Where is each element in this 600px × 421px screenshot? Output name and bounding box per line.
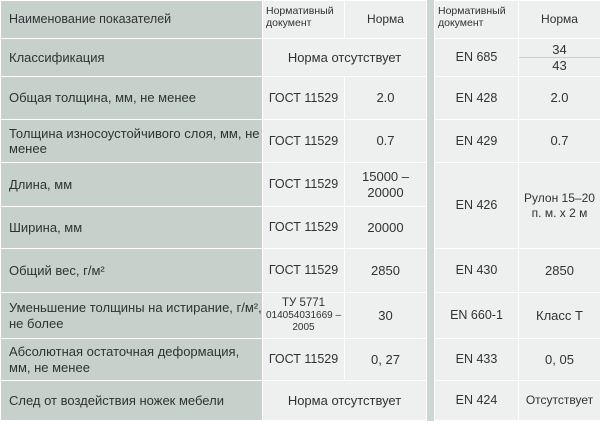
column-gap bbox=[427, 77, 435, 120]
gost-doc-main: ТУ 5771 bbox=[263, 297, 344, 311]
row-name: Длина, мм bbox=[1, 163, 263, 207]
table-row bbox=[1, 120, 600, 163]
en-doc: EN 426 bbox=[435, 163, 519, 249]
gost-value: 20000 bbox=[345, 207, 427, 249]
en-doc: EN 685 bbox=[435, 39, 519, 77]
header-gost-norm: Норма bbox=[345, 1, 427, 39]
gost-value: 0, 27 bbox=[345, 339, 427, 381]
gost-doc bbox=[263, 293, 345, 339]
en-value: 0.7 bbox=[519, 120, 600, 163]
row-name: Толщина износоустойчивого слоя, мм, не менее bbox=[1, 120, 263, 163]
en-value: 0, 05 bbox=[519, 339, 600, 381]
table-row bbox=[1, 77, 600, 120]
gost-doc: ГОСТ 11529 bbox=[263, 163, 345, 207]
gost-doc: ГОСТ 11529 bbox=[263, 120, 345, 163]
en-value-bottom: 43 bbox=[519, 58, 600, 74]
table-row bbox=[1, 163, 600, 207]
row-name: Классификация bbox=[1, 39, 263, 77]
table-row bbox=[1, 381, 600, 421]
gost-doc-sub: 014054031669 – 2005 bbox=[266, 310, 341, 333]
en-value: Класс Т bbox=[519, 293, 600, 339]
gost-doc: ГОСТ 11529 bbox=[263, 249, 345, 293]
en-doc: EN 429 bbox=[435, 120, 519, 163]
column-gap bbox=[427, 163, 435, 207]
gost-value: Норма отсутствует bbox=[263, 39, 427, 77]
gost-doc: ГОСТ 11529 bbox=[263, 339, 345, 381]
en-value: 2850 bbox=[519, 249, 600, 293]
en-value-top: 34 bbox=[519, 42, 600, 58]
gost-value: 30 bbox=[345, 293, 427, 339]
header-gost-doc: Нормативный документ bbox=[263, 1, 345, 39]
table-row bbox=[1, 339, 600, 381]
column-gap bbox=[427, 1, 435, 39]
en-value: Отсутствует bbox=[519, 381, 600, 421]
en-value: 2.0 bbox=[519, 77, 600, 120]
en-value: Рулон 15–20 п. м. х 2 м bbox=[519, 163, 600, 249]
gost-doc: ГОСТ 11529 bbox=[263, 207, 345, 249]
column-gap bbox=[427, 39, 435, 77]
en-doc: EN 430 bbox=[435, 249, 519, 293]
gost-value: 2.0 bbox=[345, 77, 427, 120]
column-gap bbox=[427, 339, 435, 381]
column-gap bbox=[427, 249, 435, 293]
gost-value: 2850 bbox=[345, 249, 427, 293]
row-name: Ширина, мм bbox=[1, 207, 263, 249]
en-doc: EN 428 bbox=[435, 77, 519, 120]
header-name: Наименование показателей bbox=[1, 1, 263, 39]
gost-doc: ГОСТ 11529 bbox=[263, 77, 345, 120]
en-value bbox=[519, 39, 600, 77]
table-row bbox=[1, 39, 600, 77]
gost-value: 15000 – 20000 bbox=[345, 163, 427, 207]
table-header-row bbox=[1, 1, 600, 39]
row-name: Общая толщина, мм, не менее bbox=[1, 77, 263, 120]
en-doc: EN 433 bbox=[435, 339, 519, 381]
column-gap bbox=[427, 120, 435, 163]
row-name: Абсолютная остаточная деформация, мм, не менее bbox=[1, 339, 263, 381]
en-doc: EN 660-1 bbox=[435, 293, 519, 339]
row-name: Уменьшение толщины на истирание, г/м², не более bbox=[1, 293, 263, 339]
table-row bbox=[1, 293, 600, 339]
header-en-doc: Нормативный документ bbox=[435, 1, 519, 39]
row-name: Общий вес, г/м² bbox=[1, 249, 263, 293]
column-gap bbox=[427, 381, 435, 421]
header-en-norm: Норма bbox=[519, 1, 600, 39]
gost-value: 0.7 bbox=[345, 120, 427, 163]
column-gap bbox=[427, 293, 435, 339]
column-gap bbox=[427, 207, 435, 249]
table-row bbox=[1, 249, 600, 293]
row-name: След от воздействия ножек мебели bbox=[1, 381, 263, 421]
en-doc: EN 424 bbox=[435, 381, 519, 421]
gost-value: Норма отсутствует bbox=[263, 381, 427, 421]
